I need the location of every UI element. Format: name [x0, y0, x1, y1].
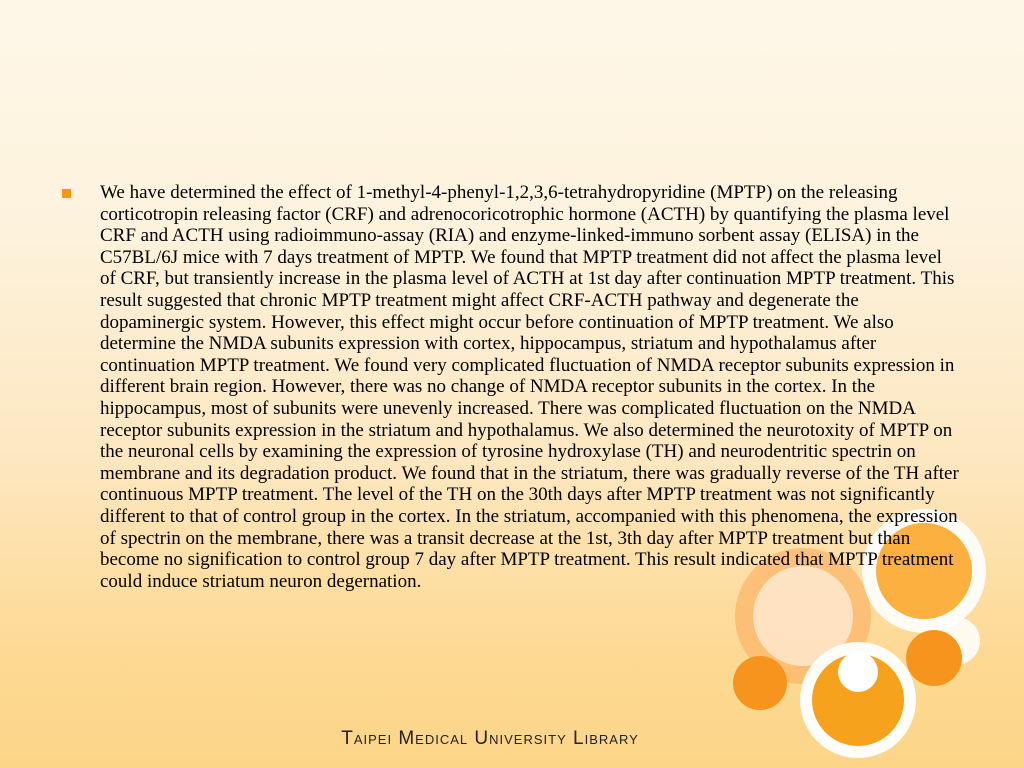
- decor-circle: [733, 656, 787, 710]
- footer-text: Taipei Medical University Library: [341, 728, 639, 749]
- body-paragraph: We have determined the effect of 1-methyl-4-phenyl-1,2,3,6-tetrahydropyridine (MPTP) on the releasing corticotropin releasing factor (CRF) and adrenocoricotrophic hormone (ACTH) by quantifying the plasma level CRF and ACTH using radioimmuno-assay (RIA) and enzyme-linked-immuno sorbent assay (ELISA) in the C57BL/6J mice with 7 days treatment of MPTP. We found that MPTP treatment did not affect the plasma level of CRF, but transiently increase in the plasma level of ACTH at 1st day after continuation MPTP treatment. This result suggested that chronic MPTP treatment might affect CRF-ACTH pathway and degenerate the dopaminergic system. However, this effect might occur before continuation of MPTP treatment. We also determine the NMDA subunits expression with cortex, hippocampus, striatum and hypothalamus after continuation MPTP treatment. We found very complicated fluctuation of NMDA receptor subunits expression in different brain region. However, there was no change of NMDA receptor subunits in the cortex. In the hippocampus, most of subunits were unevenly increased. There was complicated fluctuation on the NMDA receptor subunits expression in the striatum and hypothalamus. We also determined the neurotoxity of MPTP on the neuronal cells by examining the expression of tyrosine hydroxylase (TH) and neurodentritic spectrin on membrane and its degradation product. We found that in the striatum, there was gradually reverse of the TH after continuous MPTP treatment. The level of the TH on the 30th days after MPTP treatment was not significantly different to that of control group in the cortex. In the striatum, accompanied with this phenomena, the expression of spectrin on the membrane, there was a transit decrease at the 1st, 3th day after MPTP treatment but than become no signification to control group 7 day after MPTP treatment. This result indicated that MPTP treatment could induce striatum neuron degernation.: [100, 182, 959, 592]
- content-area: [62, 182, 962, 592]
- decor-circle: [906, 630, 962, 686]
- bullet-item: [62, 182, 962, 592]
- footer: [0, 728, 1024, 750]
- decor-circle: [838, 652, 878, 692]
- square-bullet-icon: [62, 189, 71, 198]
